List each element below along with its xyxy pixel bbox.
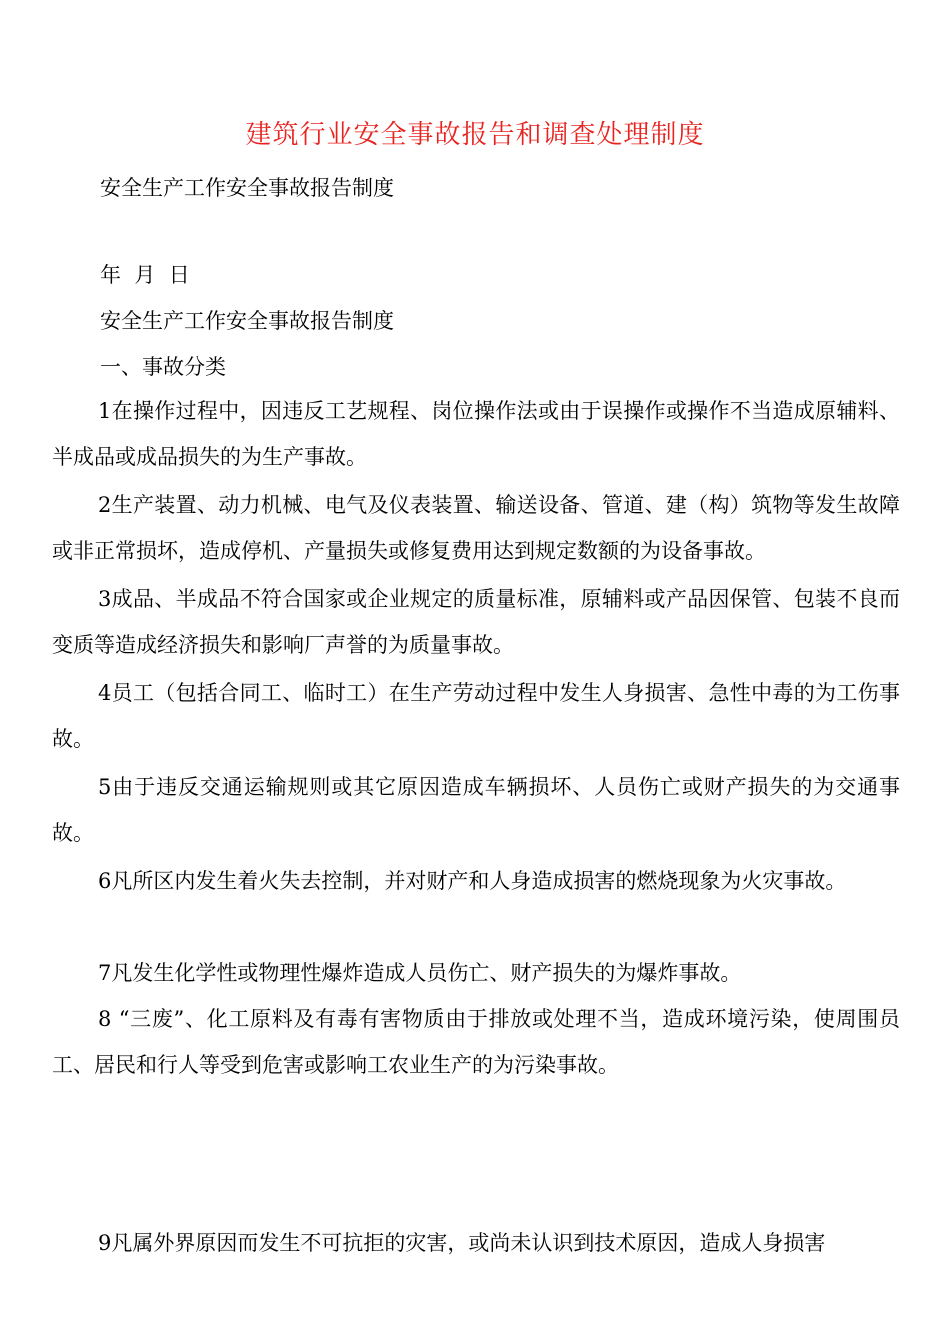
date-line: 年 月 日 (100, 263, 190, 287)
section-heading: 一、事故分类 (100, 355, 226, 379)
paragraph-4: 4员工（包括合同工、临时工）在生产劳动过程中发生人身损害、急性中毒的为工伤事故。 (52, 681, 900, 751)
paragraph-6: 6凡所区内发生着火失去控制，并对财产和人身造成损害的燃烧现象为火灾事故。 (98, 869, 847, 893)
paragraph-3: 3成品、半成品不符合国家或企业规定的质量标准，原辅料或产品因保管、包装不良而变质等造成经济损失和影响厂声誉的为质量事故。 (52, 587, 900, 657)
paragraph-1: 1在操作过程中，因违反工艺规程、岗位操作法或由于误操作或操作不当造成原辅料、半成品或成品损失的为生产事故。 (52, 399, 900, 469)
paragraph-9: 9凡属外界原因而发生不可抗拒的灾害，或尚未认识到技术原因，造成人身损害 (98, 1231, 826, 1255)
paragraph-2: 2生产装置、动力机械、电气及仪表装置、输送设备、管道、建（构）筑物等发生故障或非正常损坏，造成停机、产量损失或修复费用达到规定数额的为设备事故。 (52, 493, 900, 563)
paragraph-5: 5由于违反交通运输规则或其它原因造成车辆损坏、人员伤亡或财产损失的为交通事故。 (52, 775, 900, 845)
paragraph-7: 7凡发生化学性或物理性爆炸造成人员伤亡、财产损失的为爆炸事故。 (98, 961, 742, 985)
paragraph-8: 8 “三废”、化工原料及有毒有害物质由于排放或处理不当，造成环境污染，使周围员工、居民和行人等受到危害或影响工农业生产的为污染事故。 (52, 1007, 900, 1077)
subtitle-2: 安全生产工作安全事故报告制度 (100, 309, 394, 333)
subtitle-1: 安全生产工作安全事故报告制度 (100, 176, 394, 200)
document-title: 建筑行业安全事故报告和调查处理制度 (245, 120, 705, 150)
